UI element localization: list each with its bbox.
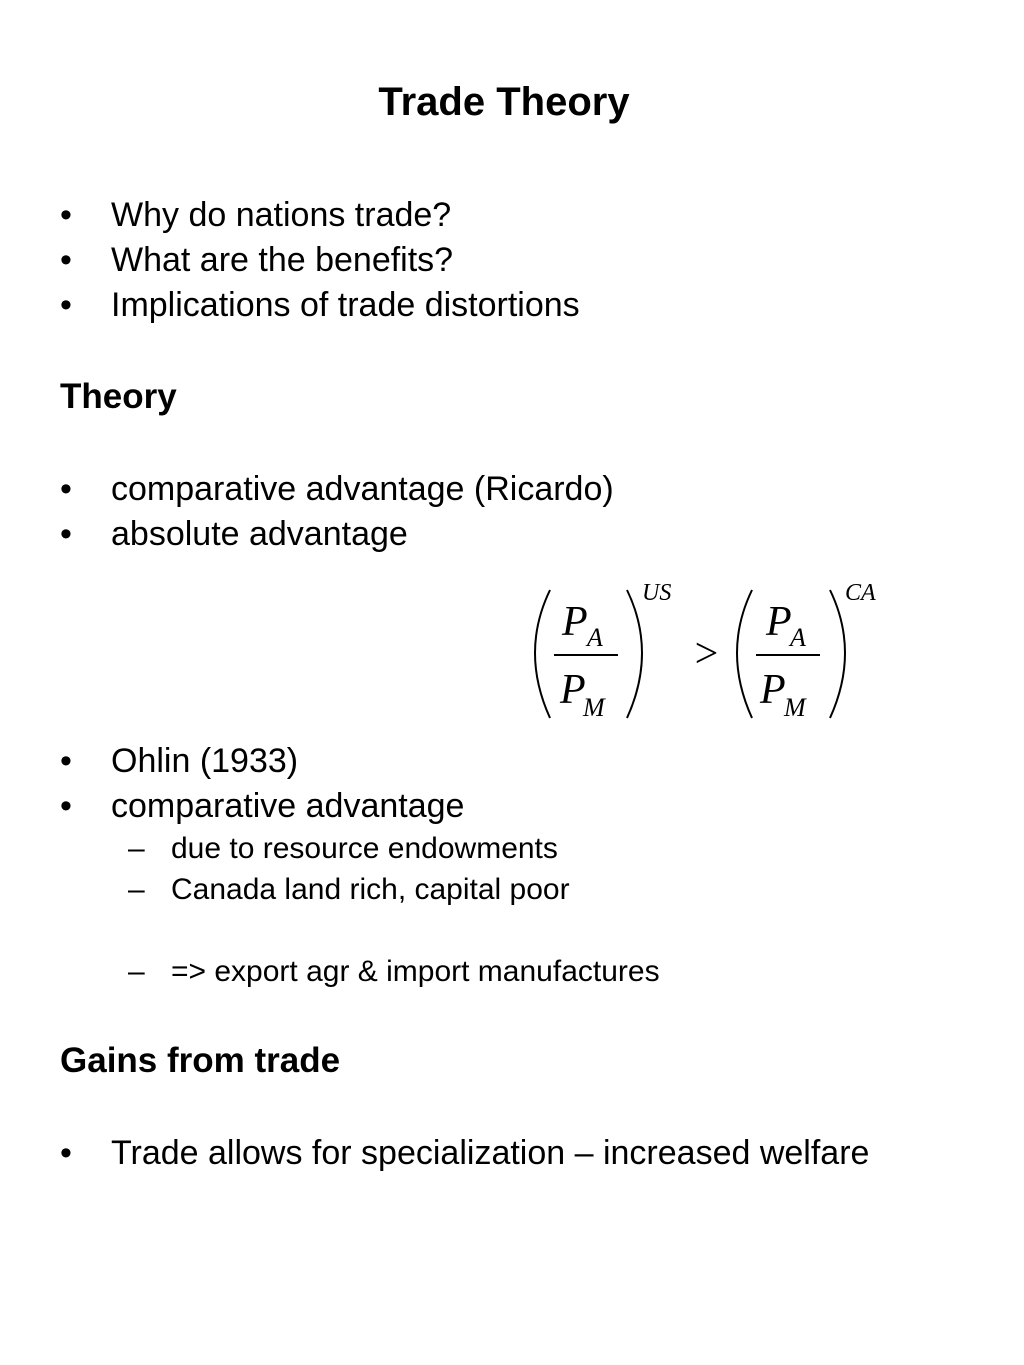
bullet-marker: • xyxy=(60,1134,72,1172)
left-paren-open xyxy=(535,590,550,718)
list-item-text: Implications of trade distortions xyxy=(111,286,580,324)
left-denominator: P xyxy=(560,667,586,713)
list-item-text: absolute advantage xyxy=(111,515,408,553)
list-item-text: comparative advantage (Ricardo) xyxy=(111,470,614,508)
right-denominator-subscript: M xyxy=(784,693,806,722)
list-item-text: comparative advantage xyxy=(111,787,465,825)
greater-than-operator: > xyxy=(692,631,721,677)
dash-marker: – xyxy=(128,832,145,865)
bullet-marker: • xyxy=(60,470,72,508)
sub-item-text: due to resource endowments xyxy=(171,832,558,865)
dash-marker: – xyxy=(128,955,145,988)
sub-item-text: => export agr & import manufactures xyxy=(171,955,660,988)
right-denominator: P xyxy=(760,667,786,713)
left-numerator: P xyxy=(562,599,588,645)
left-superscript: US xyxy=(642,580,672,606)
price-ratio-inequality xyxy=(520,570,900,735)
list-item-text: Ohlin (1933) xyxy=(111,742,299,780)
left-numerator-subscript: A xyxy=(587,623,603,652)
section-heading-theory: Theory xyxy=(60,377,177,416)
page-title: Trade Theory xyxy=(378,80,630,124)
bullet-marker: • xyxy=(60,286,72,324)
dash-marker: – xyxy=(128,873,145,906)
right-paren-close xyxy=(830,590,845,718)
bullet-marker: • xyxy=(60,742,72,780)
right-numerator-subscript: A xyxy=(790,623,806,652)
bullet-marker: • xyxy=(60,787,72,825)
bullet-marker: • xyxy=(60,515,72,553)
bullet-marker: • xyxy=(60,241,72,279)
right-numerator: P xyxy=(766,599,792,645)
bullet-marker: • xyxy=(60,196,72,234)
list-item-text: Trade allows for specialization – increased welfare xyxy=(111,1134,870,1172)
list-item-text: What are the benefits? xyxy=(111,241,454,279)
section-heading-gains: Gains from trade xyxy=(60,1041,341,1080)
left-paren-close xyxy=(627,590,642,718)
right-paren-open xyxy=(737,590,752,718)
sub-item-text: Canada land rich, capital poor xyxy=(171,873,570,906)
left-denominator-subscript: M xyxy=(583,693,605,722)
right-superscript: CA xyxy=(845,580,876,606)
list-item-text: Why do nations trade? xyxy=(111,196,452,234)
